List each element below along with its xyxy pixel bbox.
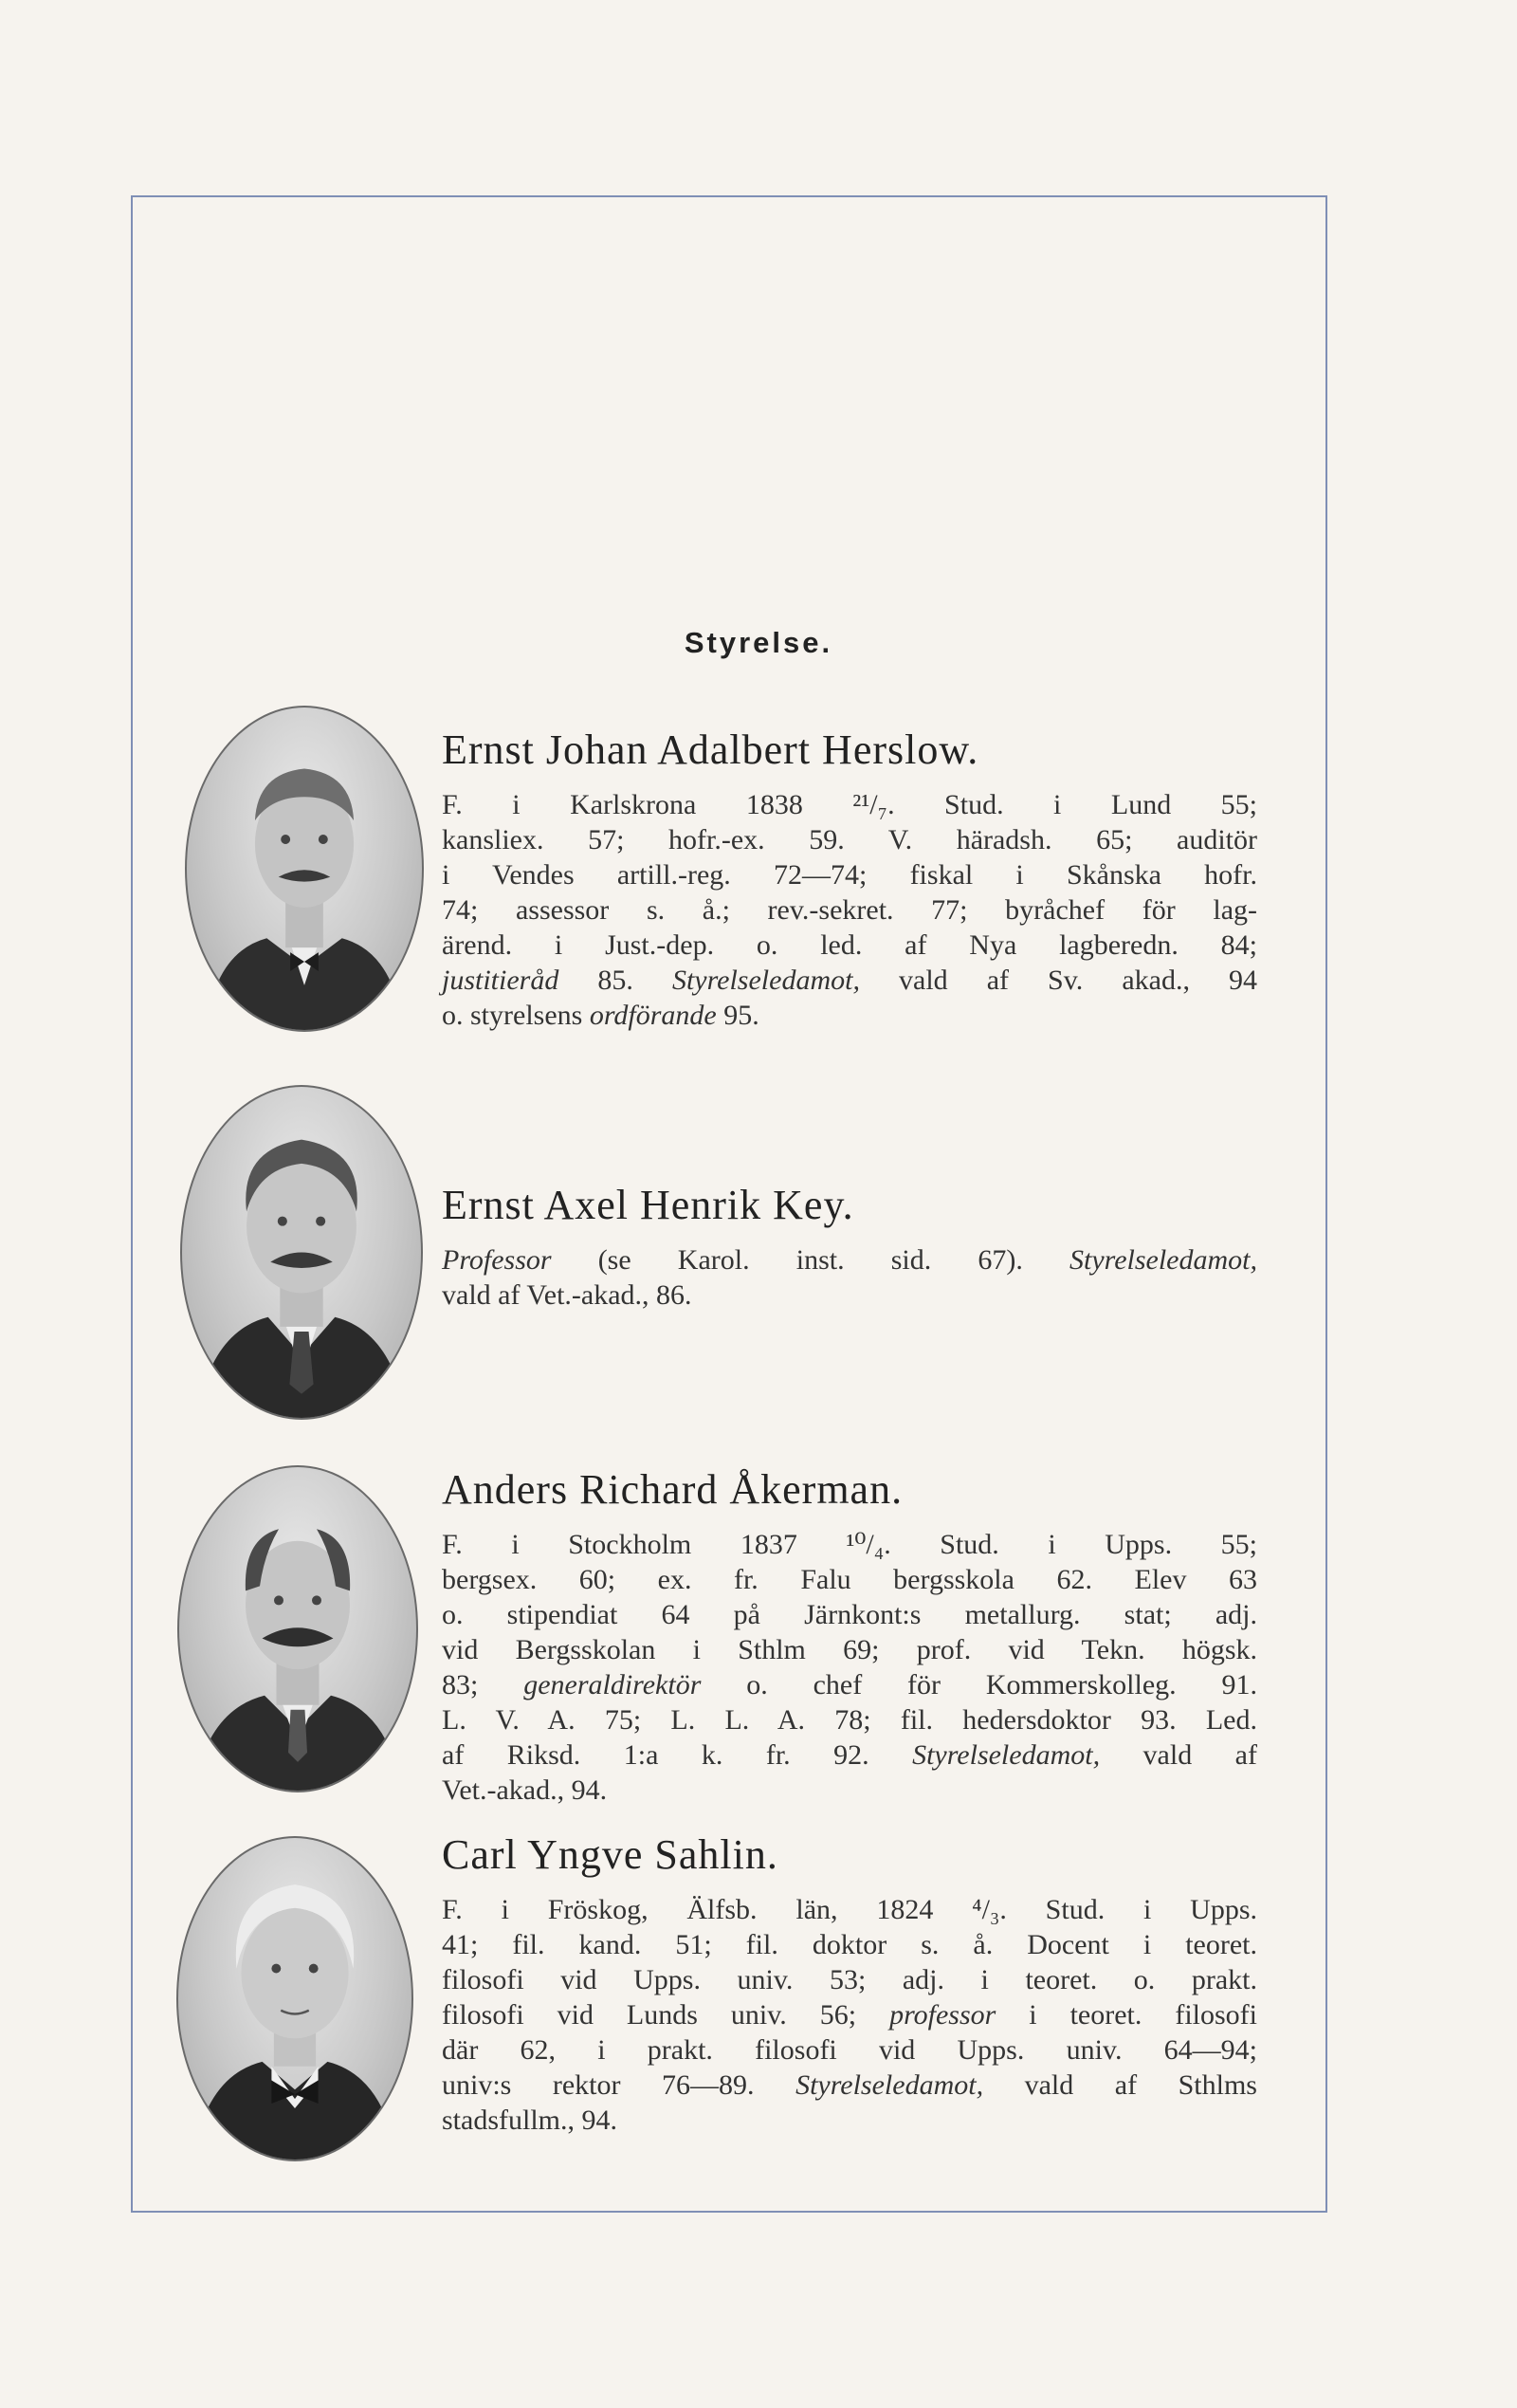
page-heading: Styrelse. [684, 626, 833, 659]
bio-text: o. styrelsens [442, 1000, 590, 1031]
bio-line [442, 1997, 1257, 2032]
bio-text: 74; assessor s. å.; rev.-sekret. 77; byråchef för lag- [442, 894, 1257, 926]
bio-text: F. i Fröskog, Älfsb. län, 1824 ⁴/₃. Stud. i Upps. [442, 1894, 1257, 1925]
bio-line [442, 822, 1257, 857]
bio-text: i Vendes artill.-reg. 72—74; fiskal i Skånska hofr. [442, 859, 1257, 891]
member-bio [442, 1892, 1257, 2138]
bio-text: i teoret. filosofi [996, 1999, 1257, 2031]
bio-line [442, 1773, 1257, 1808]
member-name: Carl Yngve Sahlin. [442, 1831, 778, 1878]
bio-line [442, 1278, 1257, 1313]
bio-text: kansliex. 57; hofr.-ex. 59. V. häradsh. 65; auditör [442, 824, 1257, 855]
member-bio [442, 1527, 1257, 1808]
bio-text: (se Karol. inst. sid. 67). [551, 1244, 1069, 1276]
member-bio [442, 787, 1257, 1033]
member-entry-akerman [442, 1465, 1257, 1808]
bio-line [442, 1962, 1257, 1997]
bio-text: vald af Sthlms [983, 2069, 1257, 2101]
bio-text: 95. [716, 1000, 759, 1031]
bio-text: vald af Vet.-akad., 86. [442, 1279, 692, 1311]
portrait-herslow [185, 706, 424, 1032]
bio-text: F. i Stockholm 1837 ¹⁰/₄. Stud. i Upps. 55; [442, 1529, 1257, 1560]
bio-text: 85. [558, 965, 672, 996]
bio-line [442, 1892, 1257, 1927]
bio-line [442, 1597, 1257, 1632]
bio-text: vald af Sv. akad., 94 [859, 965, 1257, 996]
portrait-key [180, 1085, 423, 1420]
bio-italic-text: Professor [442, 1244, 552, 1276]
bio-line [442, 963, 1257, 998]
bio-line [442, 857, 1257, 892]
bio-line [442, 928, 1257, 963]
bio-line [442, 1667, 1257, 1702]
bio-line [442, 2103, 1257, 2138]
bio-line [442, 998, 1257, 1033]
bio-text: filosofi vid Lunds univ. 56; [442, 1999, 890, 2031]
member-entry-herslow [442, 726, 1257, 1033]
bio-text: vald af [1100, 1739, 1257, 1771]
bio-line [442, 1632, 1257, 1667]
bio-text: bergsex. 60; ex. fr. Falu bergsskola 62. Elev 63 [442, 1564, 1257, 1595]
portrait-sahlin [176, 1836, 413, 2161]
bio-italic-text: professor [889, 1999, 996, 2031]
bio-text: univ:s rektor 76—89. [442, 2069, 796, 2101]
bio-italic-text: Styrelseledamot, [1069, 1244, 1257, 1276]
bio-italic-text: Styrelseledamot, [795, 2069, 984, 2101]
portrait-akerman [177, 1465, 418, 1792]
bio-text: o. chef för Kommerskolleg. 91. [701, 1669, 1257, 1700]
bio-italic-text: ordförande [589, 1000, 717, 1031]
bio-text: af Riksd. 1:a k. fr. 92. [442, 1739, 913, 1771]
bio-text: 41; fil. kand. 51; fil. doktor s. å. Docent i teoret. [442, 1929, 1257, 1960]
bio-text: ärend. i Just.-dep. o. led. af Nya lagberedn. 84; [442, 929, 1257, 961]
bio-italic-text: Styrelseledamot, [671, 965, 860, 996]
member-entry-sahlin [442, 1830, 1257, 2138]
bio-line [442, 1242, 1257, 1278]
bio-italic-text: Styrelseledamot, [912, 1739, 1101, 1771]
member-entry-key [442, 1181, 1257, 1313]
bio-line [442, 892, 1257, 928]
bio-line [442, 1737, 1257, 1773]
bio-line [442, 787, 1257, 822]
bio-text: vid Bergsskolan i Sthlm 69; prof. vid Tekn. högsk. [442, 1634, 1257, 1665]
bio-text: o. stipendiat 64 på Järnkont:s metallurg. stat; adj. [442, 1599, 1257, 1630]
member-name: Ernst Axel Henrik Key. [442, 1182, 854, 1228]
member-name: Anders Richard Åkerman. [442, 1466, 904, 1513]
bio-text: stadsfullm., 94. [442, 2105, 617, 2136]
member-name: Ernst Johan Adalbert Herslow. [442, 726, 979, 773]
bio-line [442, 1927, 1257, 1962]
bio-text: F. i Karlskrona 1838 ²¹/₇. Stud. i Lund 55; [442, 789, 1257, 820]
bio-line [442, 1702, 1257, 1737]
bio-text: L. V. A. 75; L. L. A. 78; fil. hedersdoktor 93. Led. [442, 1704, 1257, 1736]
bio-italic-text: generaldirektör [523, 1669, 702, 1700]
bio-line [442, 2032, 1257, 2068]
bio-line [442, 2068, 1257, 2103]
member-bio [442, 1242, 1257, 1313]
bio-line [442, 1527, 1257, 1562]
bio-italic-text: justitieråd [442, 965, 559, 996]
bio-text: där 62, i prakt. filosofi vid Upps. univ. 64—94; [442, 2034, 1257, 2066]
bio-text: filosofi vid Upps. univ. 53; adj. i teoret. o. prakt. [442, 1964, 1257, 1995]
bio-text: 83; [442, 1669, 524, 1700]
bio-text: Vet.-akad., 94. [442, 1774, 608, 1806]
bio-line [442, 1562, 1257, 1597]
